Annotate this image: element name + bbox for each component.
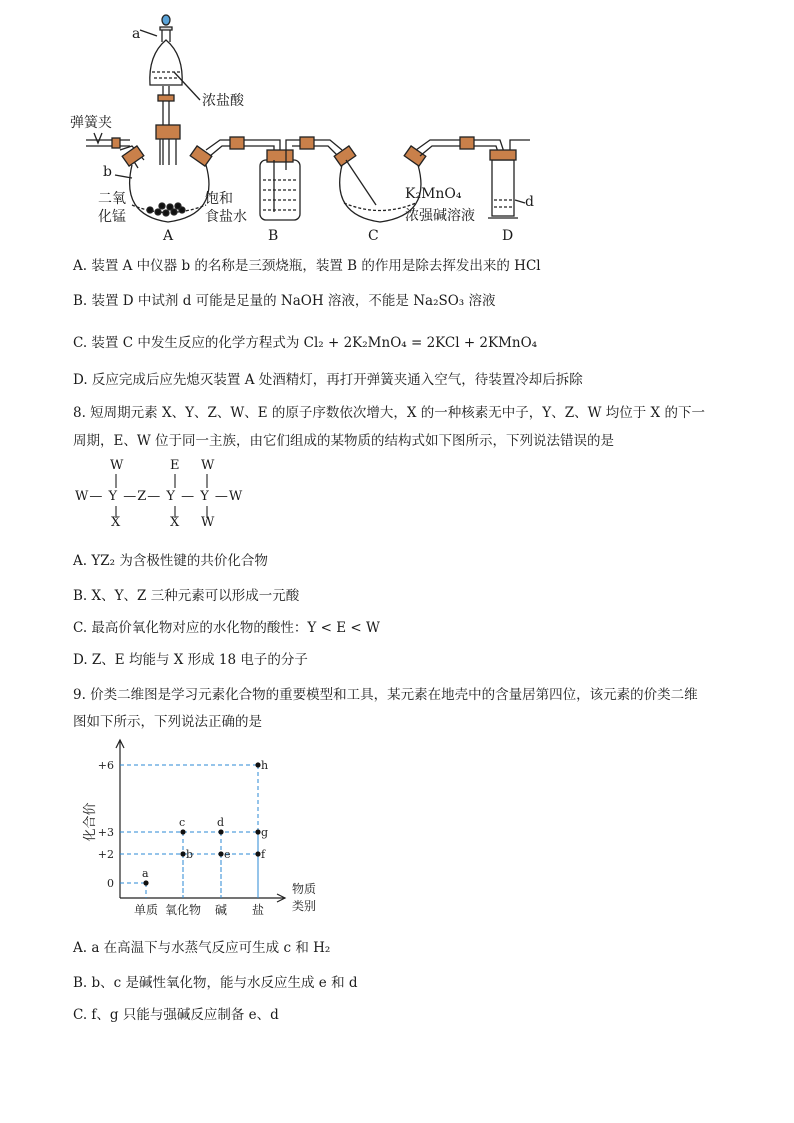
label-d: d (525, 194, 534, 210)
y-tick-label: 0 (107, 877, 114, 890)
x-axis-title-line1: 物质 (292, 882, 317, 896)
x-tick-label: 盐 (251, 903, 265, 917)
data-point-a (143, 880, 148, 885)
apparatus-diagram (60, 0, 620, 250)
x-axis-title-line2: 类别 (292, 899, 317, 913)
device-label-D: D (502, 228, 514, 244)
struct-main-row: W— Y —Z— Y — Y —W (75, 489, 244, 504)
x-tick-label: 碱 (214, 903, 228, 917)
struct-W-top1: W (110, 458, 124, 473)
data-label-c: c (179, 816, 186, 829)
funnel-neck-cap (160, 27, 172, 30)
data-label-a: a (142, 867, 149, 880)
data-label-g: g (261, 826, 269, 839)
label-spring-clip: 弹簧夹 (70, 115, 112, 131)
q9-option-A: A. a 在高温下与水蒸气反应可生成 c 和 H₂ (73, 940, 331, 956)
data-label-f: f (261, 848, 266, 861)
device-label-B: B (268, 228, 279, 244)
q8-option-C: C. 最高价氧化物对应的水化物的酸性：Y < E < W (73, 620, 380, 636)
q9-stem-line1: 9. 价类二维图是学习元素化合物的重要模型和工具，某元素在地壳中的含量居第四位，该元素的价类二维 (73, 687, 698, 703)
label-strong-base: 浓强碱溶液 (405, 208, 475, 224)
data-label-e: e (224, 848, 231, 861)
q8-stem-line2: 周期，E、W 位于同一主族，由它们组成的某物质的结构式如下图所示，下列说法错误的是 (73, 433, 615, 449)
device-label-C: C (368, 228, 379, 244)
label-k2mno4: K₂MnO₄ (405, 186, 462, 202)
flask-A-stopper (156, 125, 180, 139)
q8-option-D: D. Z、E 均能与 X 形成 18 电子的分子 (73, 652, 308, 668)
label-mno2-1: 二氧 (98, 191, 126, 207)
device-label-A: A (163, 228, 174, 244)
data-label-d: d (217, 816, 225, 829)
data-point-f (255, 851, 260, 856)
q7-option-C: C. 装置 C 中发生反应的化学方程式为 Cl₂ + 2K₂MnO₄ = 2KCl + 2KMnO₄ (73, 335, 538, 351)
data-label-h: h (261, 759, 269, 772)
y-axis-title: 化合价 (83, 802, 98, 842)
q8-stem-line1: 8. 短周期元素 X、Y、Z、W、E 的原子序数依次增大，X 的一种核素无中子，Y、Z、W 均位于 X 的下一 (73, 405, 705, 421)
data-point-b (180, 851, 185, 856)
structural-formula (70, 458, 270, 530)
data-label-b: b (186, 848, 194, 861)
data-point-h (255, 762, 260, 767)
q7-option-B: B. 装置 D 中试剂 d 可能是足量的 NaOH 溶液，不能是 Na₂SO₃ 溶液 (73, 293, 496, 309)
y-tick-label: +2 (97, 848, 114, 861)
q9-option-B: B. b、c 是碱性氧化物，能与水反应生成 e 和 d (73, 975, 358, 991)
y-tick-label: +6 (97, 759, 114, 772)
chart-svg (80, 730, 340, 930)
data-point-e (218, 851, 223, 856)
q8-option-A: A. YZ₂ 为含极性键的共价化合物 (73, 553, 268, 569)
data-point-c (180, 829, 185, 834)
x-tick-label: 单质 (133, 903, 159, 917)
q7-option-A: A. 装置 A 中仪器 b 的名称是三颈烧瓶，装置 B 的作用是除去挥发出来的 HCl (73, 258, 541, 274)
struct-W-top2: W (201, 458, 215, 473)
label-conc-hcl: 浓盐酸 (202, 93, 244, 109)
apparatus-svg (60, 0, 620, 250)
data-point-d (218, 829, 223, 834)
struct-W-bot: W (201, 515, 215, 530)
label-b: b (103, 164, 112, 180)
label-brine-2: 食盐水 (205, 209, 247, 225)
q9-option-C: C. f、g 只能与强碱反应制备 e、d (73, 1007, 279, 1023)
label-mno2-2: 化锰 (98, 209, 126, 225)
label-brine-1: 饱和 (205, 191, 233, 207)
struct-X-bot1: X (111, 515, 121, 530)
q8-option-B: B. X、Y、Z 三种元素可以形成一元酸 (73, 588, 300, 604)
valence-class-chart (80, 730, 340, 930)
data-point-g (255, 829, 260, 834)
funnel-stopper (162, 15, 170, 25)
q9-stem-line2: 图如下所示，下列说法正确的是 (73, 714, 262, 730)
struct-X-bot2: X (170, 515, 180, 530)
struct-E-top: E (170, 458, 180, 473)
q7-option-D: D. 反应完成后应先熄灭装置 A 处酒精灯，再打开弹簧夹通入空气，待装置冷却后拆除 (73, 372, 583, 388)
x-tick-label: 氧化物 (164, 903, 202, 917)
label-a: a (132, 26, 141, 42)
spring-clip (94, 133, 102, 143)
y-tick-label: +3 (97, 826, 114, 839)
